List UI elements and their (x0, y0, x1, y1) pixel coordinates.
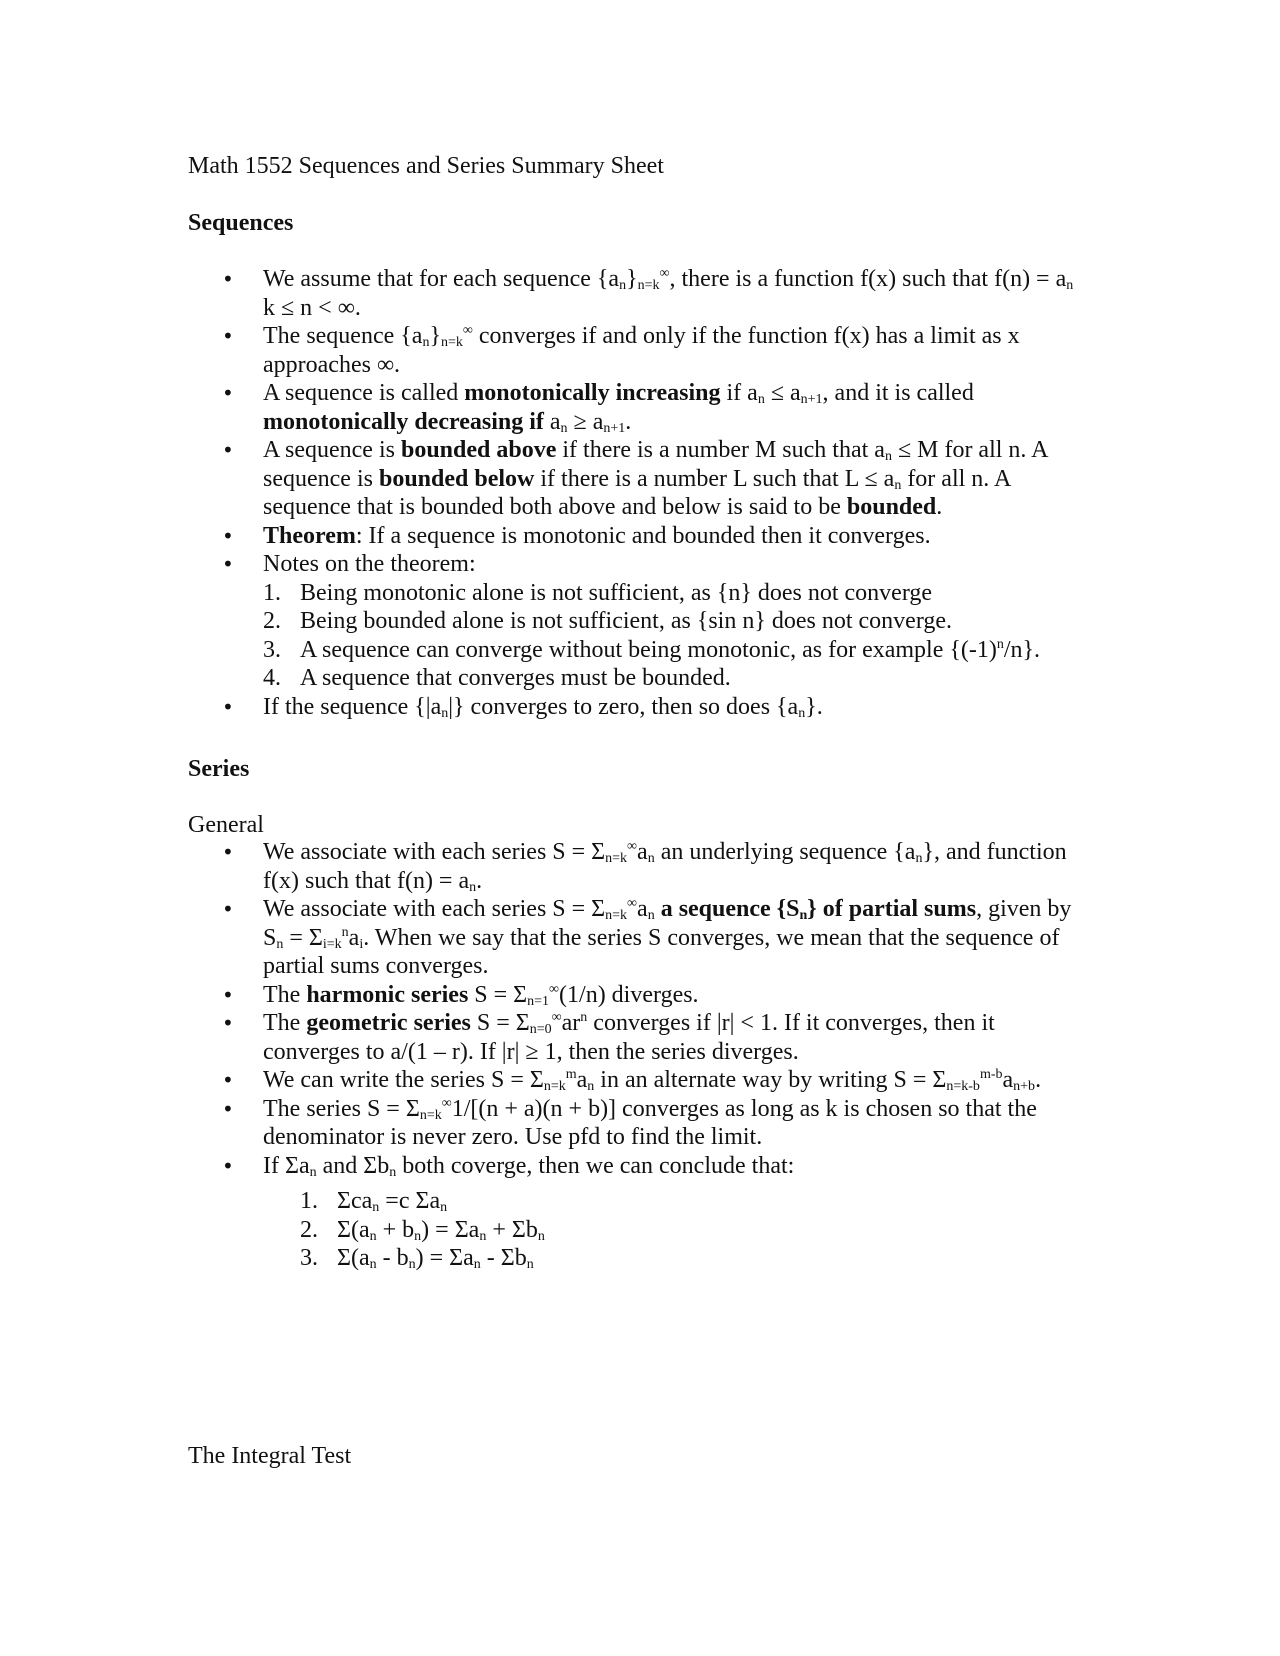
document-title: Math 1552 Sequences and Series Summary Sheet (188, 153, 664, 179)
list-item: • Theorem: If a sequence is monotonic and bounded then it converges. (0, 522, 1091, 551)
list-item: • We associate with each series $S = \Sigma_{n=k}^\infty a_n$ a sequence $\{S_n\}$ of partial sums, given by $S_n = \Sigma_{i=k}^na_i$. When we say that the series S converges, we mean that the sequence of partial sums converges. (0, 895, 1091, 981)
list-item: • The series $S = \Sigma_{n=k}^\infty 1/[(n + a)(n + b)]$ converges as long as k is chosen so that the denominator is never zero. Use pfd to find the limit. (0, 1095, 1091, 1152)
integral-test-heading: The Integral Test (188, 1443, 352, 1469)
list-item: 2. $\Sigma(a_n + b_n) = \Sigma a_n + \Sigma b_n$ (300, 1216, 545, 1244)
list-item: • If $\Sigma a_n$ and $\Sigma b_n$ both coverge, then we can conclude that: (0, 1152, 1091, 1181)
list-item: • If the sequence $\{|a_n|\}$ converges to zero, then so does $\{a_n\}$. (0, 693, 1091, 722)
list-item: 1. Being monotonic alone is not sufficient, as {n} does not converge (263, 579, 933, 606)
list-item: 3. $\Sigma(a_n - b_n) = \Sigma a_n - \Sigma b_n$ (300, 1245, 534, 1272)
list-item: • The sequence $\{a_n\}_{n=k}^\infty$ converges if and only if the function f(x) has a limit as x approaches ∞. (0, 322, 1091, 379)
list-item: • We associate with each series $S = \Sigma_{n=k}^\infty a_n$ an underlying sequence $\{a_n\}$, and function f(x) such that $f(n) = a_n$. (0, 838, 1091, 895)
list-item: • The geometric series $S = \Sigma_{n=0}^\infty ar^n$ converges if |r| < 1. If it converges, then it converges to a/(1 – r). If |r| ≥ 1, then the series diverges. (0, 1009, 1091, 1066)
list-item: • The harmonic series $S = \Sigma_{n=1}^\infty(1/n)$ diverges. (0, 981, 1091, 1010)
sequences-heading: Sequences (188, 210, 294, 236)
list-item: • A sequence is called monotonically increasing if $a_n \le a_{n+1}$, and it is called monotonically decreasing if $a_n \ge a_{n+1}$. (0, 379, 1091, 436)
list-item: 3. A sequence can converge without being monotonic, as for example $\{(-1)^n/n\}$. (263, 636, 1041, 663)
theorem-notes-list (263, 579, 1091, 693)
series-properties-list (300, 1187, 545, 1273)
list-item: • A sequence is bounded above if there is a number M such that $a_n \le M$ for all n. A sequence is bounded below if there is a number L such that $L \le a_n$ for all n. A sequence that is bounded both above and below is said to be bounded. (0, 436, 1091, 522)
list-item: • We assume that for each sequence $\{a_n\}_{n=k}^\infty$, there is a function f(x) such that $f(n) = a_n$ k ≤ n < ∞. (0, 265, 1091, 322)
series-list (0, 838, 1091, 1180)
list-item: 1. Σca$_n$ =c $\Sigma a_n$ (300, 1188, 448, 1215)
list-item: • We can write the series $S = \Sigma_{n=k}^ma_n$ in an alternate way by writing $S = \Sigma_{n=k-b}^{m-b}a_{n+b}$. (0, 1066, 1091, 1095)
list-item: 2. Being bounded alone is not sufficient, as {sin n} does not converge. (263, 608, 953, 634)
series-heading: Series (188, 756, 250, 782)
general-subheading: General (188, 812, 264, 838)
sequences-list (0, 265, 1091, 721)
list-item: • Notes on the theorem: 1. Being monotonic alone is not sufficient, as {n} does not converge 2. Being bounded alone is not sufficient, as {sin n} does not converge. 3. A sequence can converge without being monotonic, as for example $\{(-1)^n/n\}$. 4. A sequence that converges must be bounded. (0, 550, 1091, 693)
list-item: 4. A sequence that converges must be bounded. (263, 665, 731, 691)
